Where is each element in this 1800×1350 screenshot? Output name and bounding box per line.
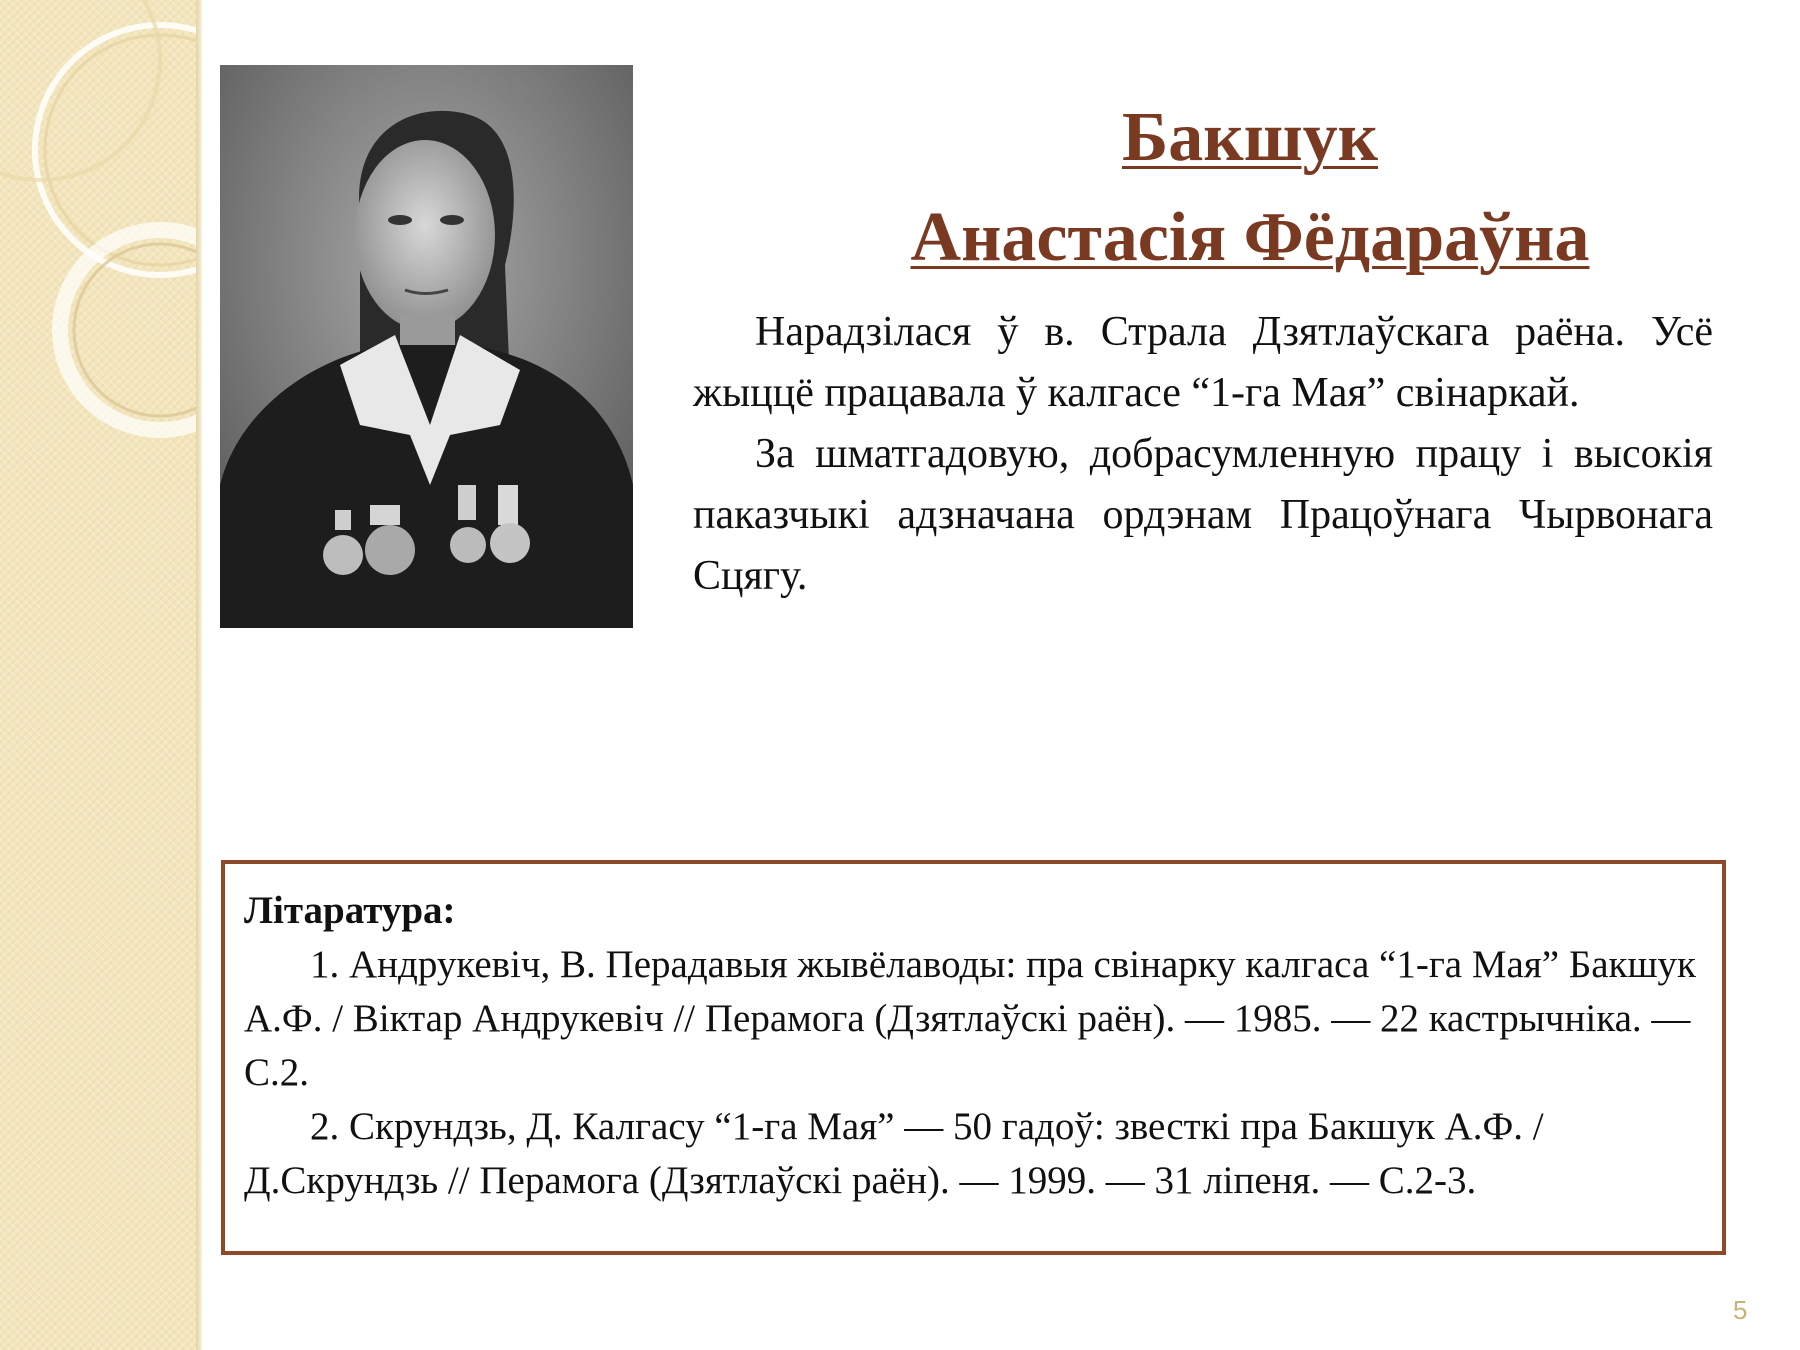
literature-item: 1. Андрукевіч, В. Перадавыя жывёлаводы: пра свінарку калгаса “1-га Мая” Бакшук А.Ф. / Віктар Андрукевіч // Перамога (Дзятлаўскі раён). — 1985. — 22 кастрычніка. — С.2. (244, 943, 1696, 1094)
sidebar-edge (196, 0, 202, 1350)
literature-item: 2. Скрундзь, Д. Калгасу “1-га Мая” — 50 гадоў: звесткі пра Бакшук А.Ф. / Д.Скрундзь // Перамога (Дзятлаўскі раён). — 1999. — 31 ліпеня. — С.2-3. (244, 1105, 1544, 1202)
decorative-sidebar (0, 0, 200, 1350)
title-given-names: Анастасія Фёдараўна (910, 199, 1590, 276)
literature-heading: Літаратура: (244, 889, 456, 932)
decorative-rings (0, 0, 200, 1350)
slide-title (760, 88, 1740, 288)
literature-box (221, 860, 1726, 1255)
bio-paragraph: Нарадзілася ў в. Страла Дзятлаўскага раёна. Усё жыццё працавала ў калгасе “1-га Мая” свінаркай. (693, 309, 1713, 416)
page-number: 5 (1733, 1295, 1748, 1325)
bio-paragraph: За шматгадовую, добрасумленную працу і высокія паказчыкі адзначана ордэнам Працоўнага Чырвонага Сцягу. (693, 431, 1713, 599)
biography-text (693, 302, 1713, 607)
title-surname: Бакшук (1121, 99, 1379, 176)
portrait-photo (220, 65, 633, 628)
